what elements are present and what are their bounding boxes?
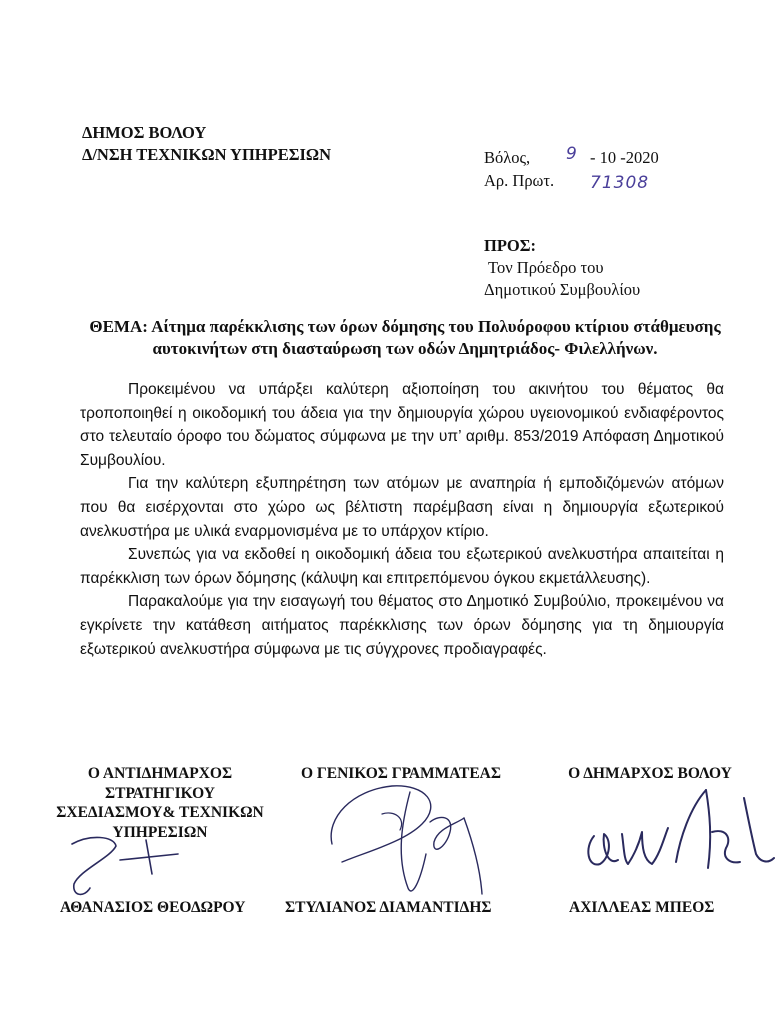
signatory-1-title-line: ΥΠΗΡΕΣΙΩΝ	[112, 823, 208, 841]
sender-municipality: ΔΗΜΟΣ ΒΟΛΟΥ	[82, 123, 207, 142]
signature-2-image	[322, 770, 512, 910]
signatory-1-name: ΑΘΑΝΑΣΙΟΣ ΘΕΟΔΩΡΟΥ	[60, 899, 246, 916]
protocol-row	[484, 169, 650, 193]
subject-line-1: ΘΕΜΑ: Αίτημα παρέκκλισης των όρων δόμησης του Πολυόροφου κτίριου στάθμευσης	[89, 317, 721, 336]
date-rest: - 10 -2020	[590, 148, 659, 167]
signatory-2-title-line: Ο ΓΕΝΙΚΟΣ ΓΡΑΜΜΑΤΕΑΣ	[300, 765, 501, 782]
recipient-line-1: Τον Πρόεδρο του	[488, 258, 604, 277]
signatory-1-title-line: Ο ΑΝΤΙΔΗΜΑΡΧΟΣ	[87, 765, 233, 782]
date-protocol-block	[484, 144, 659, 193]
body-paragraph-3: Συνεπώς για να εκδοθεί η οικοδομική άδεια του εξωτερικού ανελκυστήρα απαιτείται η παρέκκλιση των όρων δόμησης (κάλυψη και επιτρεπόμενου όγκου εκμετάλλευσης).	[80, 546, 724, 587]
place-label: Βόλος,	[484, 148, 531, 167]
body-paragraph-1: Προκειμένου να υπάρξει καλύτερη αξιοποίηση του ακινήτου του θέματος θα τροποποιηθεί η οικοδομική του άδεια για την δημιουργία χώρου υγειονομικού ενδιαφέροντος στο τελευταίο όροφο του δώματος σύμφωνα με την υπ’ αριθμ. 853/2019 Απόφαση Δημοτικού Συμβουλίου.	[80, 381, 724, 469]
recipient-line-2: Δημοτικού Συμβουλίου	[484, 280, 641, 299]
protocol-label: Αρ. Πρωτ.	[484, 171, 555, 190]
date-row	[484, 144, 659, 169]
handwritten-protocol-number: 71308	[590, 173, 650, 193]
subject-line-2: αυτοκινήτων στη διασταύρωση των οδών Δημητριάδος- Φιλελλήνων.	[152, 339, 658, 358]
recipient-to-label: ΠΡΟΣ:	[484, 236, 537, 255]
letter-body	[80, 378, 724, 661]
subject-block	[80, 316, 730, 360]
body-paragraph-2: Για την καλύτερη εξυπηρέτηση των ατόμων με αναπηρία ή εμποδιζόμενών ατόμων που θα εισέρχονται στο χώρο ως βέλτιστη παρέμβαση είναι η δημιουργία εξωτερικού ανελκυστήρα με υλικά εναρμονισμένα με το υπάρχον κτίριο.	[80, 475, 724, 540]
sender-header	[82, 122, 331, 166]
signature-3-image	[580, 778, 776, 888]
handwritten-day: 9	[566, 144, 577, 164]
signatory-3-name: ΑΧΙΛΛΕΑΣ ΜΠΕΟΣ	[569, 899, 715, 916]
recipient-block	[484, 235, 640, 301]
signature-1-image	[50, 830, 190, 910]
signatory-1-title-line: ΣΤΡΑΤΗΓΙΚΟΥ	[105, 784, 215, 802]
signatory-3-title-line: Ο ΔΗΜΑΡΧΟΣ ΒΟΛΟΥ	[568, 765, 732, 782]
sender-department: Δ/ΝΣΗ ΤΕΧΝΙΚΩΝ ΥΠΗΡΕΣΙΩΝ	[82, 145, 332, 164]
signatory-1-title-line: ΣΧΕΔΙΑΣΜΟΥ& ΤΕΧΝΙΚΩΝ	[56, 804, 264, 821]
body-paragraph-4: Παρακαλούμε για την εισαγωγή του θέματος στο Δημοτικό Συμβούλιο, προκειμένου να εγκρίνετε την κατάθεση αιτήματος παρέκκλισης των όρων δόμησης για τη δημιουργία εξωτερικού ανελκυστήρα σύμφωνα με τις σύγχρονες προδιαγραφές.	[80, 593, 724, 658]
signatory-2-name: ΣΤΥΛΙΑΝΟΣ ΔΙΑΜΑΝΤΙΔΗΣ	[285, 899, 492, 916]
